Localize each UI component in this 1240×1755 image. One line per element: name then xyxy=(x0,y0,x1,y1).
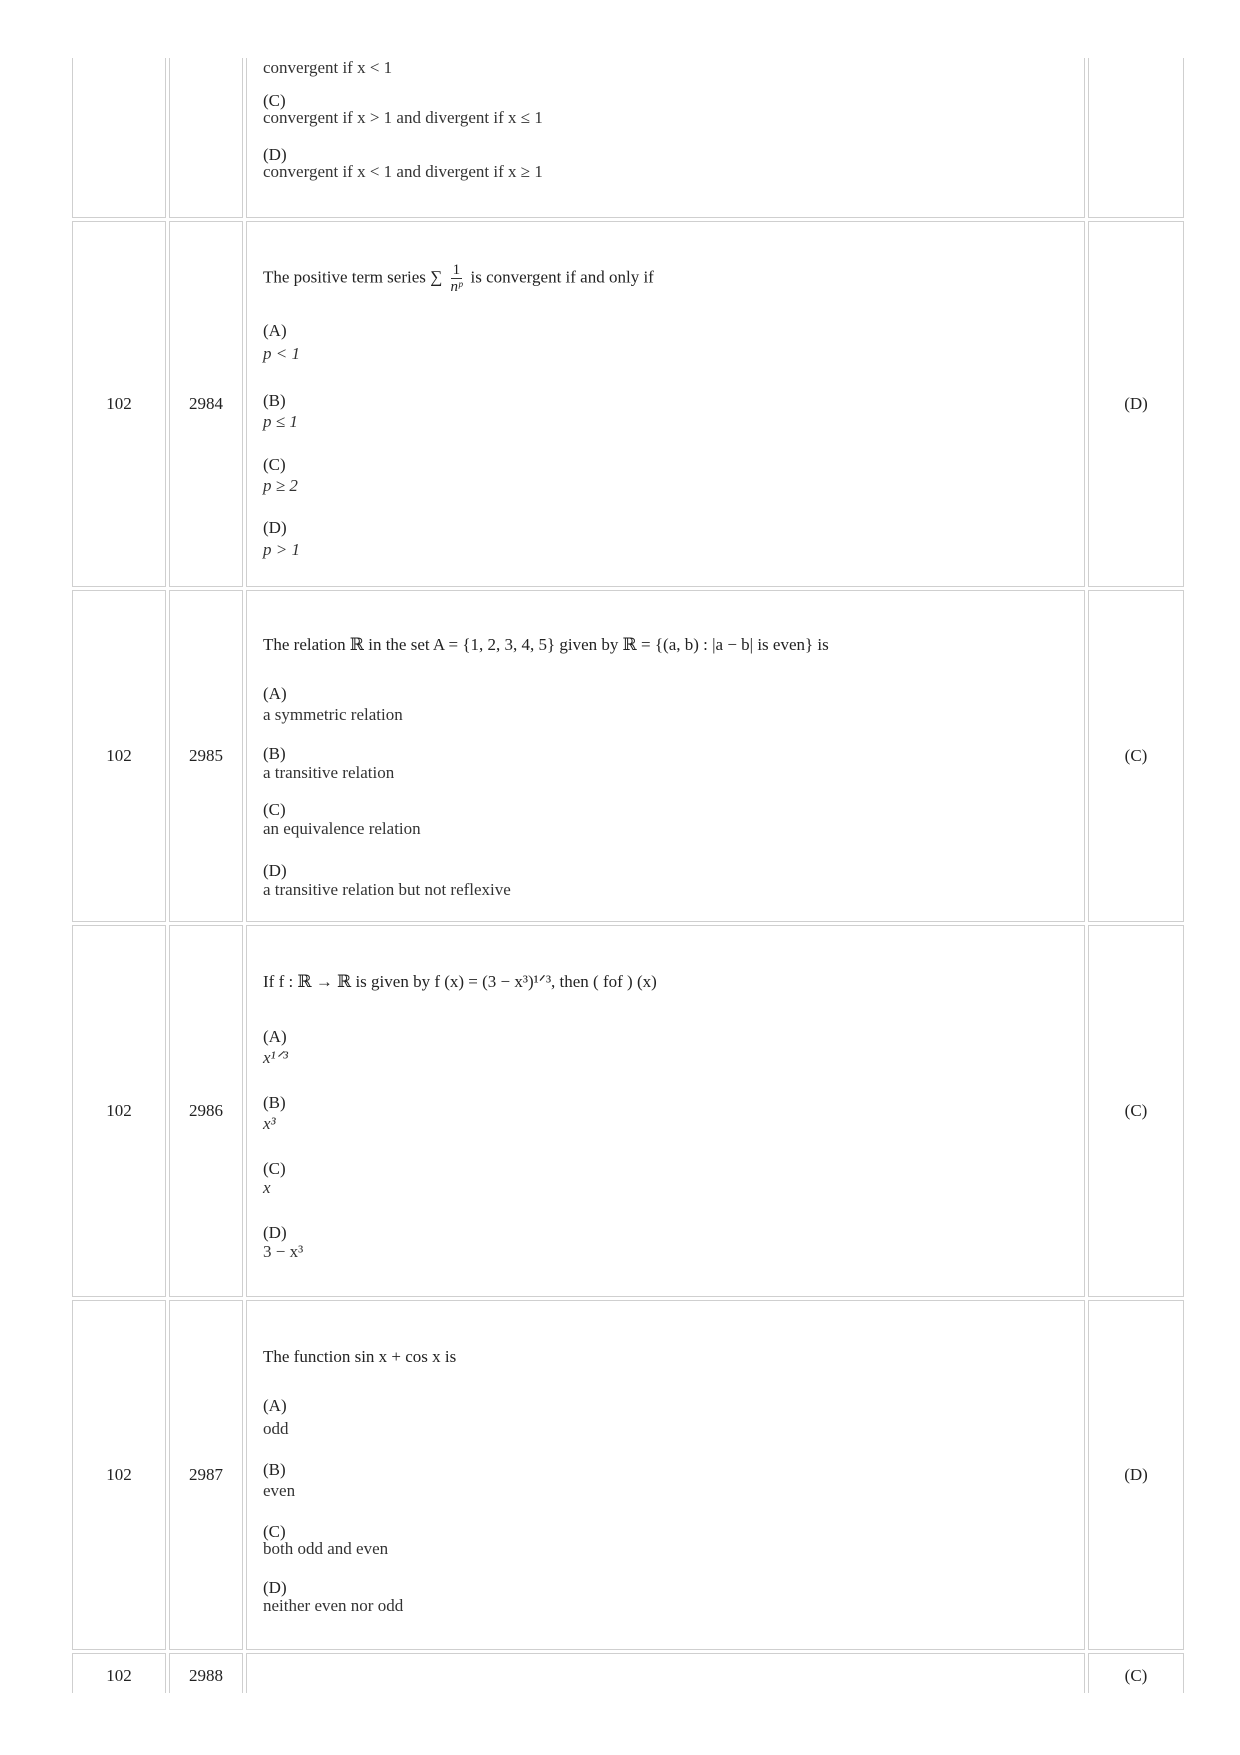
question-text: The relation ℝ in the set A = {1, 2, 3, 4, 5} given by ℝ = {(a, b) : |a − b| is even} is xyxy=(263,635,829,654)
question-number: 2988 xyxy=(189,1666,223,1685)
option-text: x¹ᐟ³ xyxy=(263,1048,288,1067)
option-label: (A) xyxy=(263,321,287,340)
answer-key: (C) xyxy=(1124,1101,1148,1120)
table-row xyxy=(72,925,1174,1297)
subject-code-cell xyxy=(72,221,166,587)
option-text: a transitive relation but not reflexive xyxy=(263,880,511,899)
question-number: 2987 xyxy=(189,1465,223,1484)
option-label: (B) xyxy=(263,1460,286,1479)
question-text-start: The positive term series ∑ xyxy=(263,267,443,287)
subject-code: 102 xyxy=(106,746,132,765)
fraction-denominator: nᵖ xyxy=(450,279,463,295)
question-cell xyxy=(246,925,1085,1297)
option-label: (B) xyxy=(263,744,286,763)
answer-key: (D) xyxy=(1124,394,1148,413)
option-text: p ≥ 2 xyxy=(263,476,298,495)
option-text: an equivalence relation xyxy=(263,819,421,838)
question-number: 2986 xyxy=(189,1101,223,1120)
option-text: x³ xyxy=(263,1114,276,1133)
option-label: (C) xyxy=(263,455,286,474)
question-table xyxy=(72,58,1174,1693)
answer-cell xyxy=(1088,1300,1184,1650)
table-row xyxy=(72,590,1174,922)
subject-code: 102 xyxy=(106,1101,132,1120)
question-number-cell xyxy=(169,221,243,587)
question-cell xyxy=(246,1653,1085,1693)
answer-key: (D) xyxy=(1124,1465,1148,1484)
subject-code-cell xyxy=(72,1653,166,1693)
table-row-continued xyxy=(72,58,1174,218)
option-label: (B) xyxy=(263,391,286,410)
question-number: 2985 xyxy=(189,746,223,765)
option-text: x xyxy=(263,1178,271,1197)
option-text: neither even nor odd xyxy=(263,1596,404,1615)
option-label: (A) xyxy=(263,1027,287,1046)
question-cell xyxy=(246,221,1085,587)
subject-code-cell xyxy=(72,925,166,1297)
table-row xyxy=(72,221,1174,587)
option-text: a symmetric relation xyxy=(263,705,403,724)
question-text: If f : ℝ → ℝ is given by f (x) = (3 − x³)¹ᐟ³, then ( fof ) (x) xyxy=(263,972,657,991)
option-label: (D) xyxy=(263,145,287,164)
option-text: even xyxy=(263,1481,296,1500)
option-label: (C) xyxy=(263,91,286,110)
question-cell xyxy=(246,1300,1085,1650)
option-label: (D) xyxy=(263,1578,287,1597)
question-text: The function sin x + cos x is xyxy=(263,1347,457,1366)
option-label: (B) xyxy=(263,1093,286,1112)
question-cell xyxy=(246,590,1085,922)
question-number-cell xyxy=(169,1300,243,1650)
option-text: both odd and even xyxy=(263,1539,389,1558)
option-label: (A) xyxy=(263,1396,287,1415)
option-label: (D) xyxy=(263,518,287,537)
fraction-numerator: 1 xyxy=(451,262,463,279)
question-number: 2984 xyxy=(189,394,223,413)
option-text: convergent if x < 1 and divergent if x ≥ 1 xyxy=(263,162,543,181)
answer-cell xyxy=(1088,925,1184,1297)
answer-cell xyxy=(1088,221,1184,587)
option-label: (C) xyxy=(263,800,286,819)
question-number-cell xyxy=(169,1653,243,1693)
question-text-end: is convergent if and only if xyxy=(470,267,654,287)
answer-key: (C) xyxy=(1124,1666,1148,1685)
option-label: (C) xyxy=(263,1159,286,1178)
answer-cell xyxy=(1088,590,1184,922)
table-row xyxy=(72,1653,1174,1693)
option-text: p > 1 xyxy=(263,540,300,559)
option-label: (A) xyxy=(263,684,287,703)
option-text: p < 1 xyxy=(263,344,300,363)
subject-code-cell xyxy=(72,58,166,218)
question-number-cell xyxy=(169,925,243,1297)
subject-code: 102 xyxy=(106,394,132,413)
answer-key: (C) xyxy=(1124,746,1148,765)
question-number-cell xyxy=(169,590,243,922)
answer-cell xyxy=(1088,58,1184,218)
subject-code-cell xyxy=(72,590,166,922)
question-cell xyxy=(246,58,1085,218)
subject-code: 102 xyxy=(106,1666,132,1685)
option-text: convergent if x < 1 xyxy=(263,58,393,77)
answer-cell xyxy=(1088,1653,1184,1693)
option-label: (D) xyxy=(263,861,287,880)
option-text: 3 − x³ xyxy=(263,1242,304,1261)
question-text xyxy=(263,262,654,295)
subject-code: 102 xyxy=(106,1465,132,1484)
fraction xyxy=(451,262,463,295)
option-text: p ≤ 1 xyxy=(263,412,298,431)
option-label: (D) xyxy=(263,1223,287,1242)
option-label: (C) xyxy=(263,1522,286,1541)
option-text: a transitive relation xyxy=(263,763,395,782)
subject-code-cell xyxy=(72,1300,166,1650)
question-number-cell xyxy=(169,58,243,218)
option-text: odd xyxy=(263,1419,289,1438)
table-row xyxy=(72,1300,1174,1650)
option-text: convergent if x > 1 and divergent if x ≤ 1 xyxy=(263,108,543,127)
